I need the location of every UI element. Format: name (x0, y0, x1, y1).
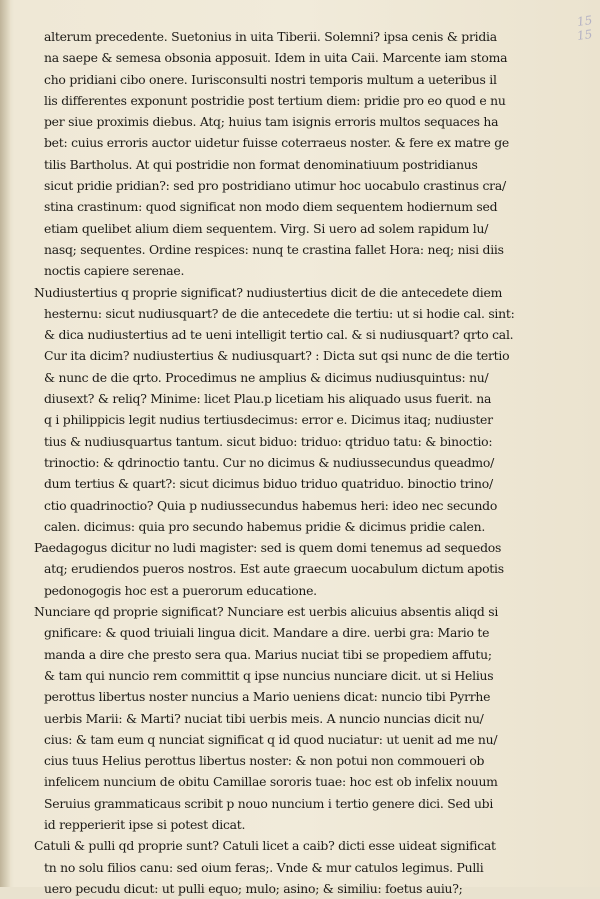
text-line: stina crastinum: quod significat non modo diem sequentem hodiernum sed (44, 199, 498, 215)
text-line: ctio quadrinoctio? Quia p nudiussecundus habemus heri: ideo nec secundo (44, 497, 498, 513)
text-line: atq; erudiendos pueros nostros. Est aute graecum uocabulum dictum apotis (44, 561, 504, 577)
text-line: perottus libertus noster nuncius a Mario ueniens dicat: nuncio tibi Pyrrhe (44, 689, 491, 705)
text-line: q i philippicis legit nudius tertiusdecimus: error e. Dicimus itaq; nudiuster (44, 412, 493, 428)
text-line: infelicem nuncium de obitu Camillae sororis tuae: hoc est ob infelix nouum (44, 774, 498, 790)
text-line: pedonogogis hoc est a puerorum educatione. (44, 582, 317, 598)
text-line: tius & nudiusquartus tantum. sicut biduo: triduo: qtriduo tatu: & binoctio: (44, 433, 493, 449)
text-line: Seruius grammaticaus scribit p nouo nuncium i tertio genere dici. Sed ubi (44, 795, 494, 811)
page-gutter (0, 0, 10, 887)
text-line: Nunciare qd proprie significat? Nunciare est uerbis alicuius absentis aliqd si (34, 604, 499, 620)
text-line: & dica nudiustertius ad te ueni intelligit tertio cal. & si nudiusquart? qrto cal. (44, 327, 514, 343)
text-line: nasq; sequentes. Ordine respices: nunq te crastina fallet Hora: neq; nisi diis (44, 241, 504, 257)
text-line: gnificare: & quod triuiali lingua dicit. Mandare a dire. uerbi gra: Mario te (44, 625, 490, 641)
text-line: id repperierit ipse si potest dicat. (44, 816, 246, 832)
text-line: noctis capiere serenae. (44, 263, 185, 279)
text-line: hesternu: sicut nudiusquart? de die antecedete die tertiu: ut si hodie cal. sint: (44, 305, 515, 321)
text-line: & tam qui nuncio rem committit q ipse nuncius nunciare dicit. ut si Helius (44, 667, 494, 683)
text-line: Catuli & pulli qd proprie sunt? Catuli licet a caib? dicti esse uideat significat (34, 838, 496, 854)
text-line: per siue proximis diebus. Atq; huius tam isignis erroris multos sequaces ha (44, 114, 499, 130)
text-line: cho pridiani cibo onere. Iurisconsulti nostri temporis multum a ueteribus il (44, 71, 497, 87)
text-line: trinoctio: & qdrinoctio tantu. Cur no dicimus & nudiussecundus queadmo/ (44, 454, 495, 470)
text-line: tn no solu filios canu: sed oium feras;. Vnde & mur catulos legimus. Pulli (44, 859, 484, 875)
margin-note: 15 (575, 27, 593, 43)
text-line: sicut pridie pridian?: sed pro postridiano utimur hoc uocabulo crastinus cra/ (44, 178, 506, 194)
text-line: etiam quelibet alium diem sequentem. Virg. Si uero ad solem rapidum lu/ (44, 220, 489, 236)
text-line: bet: cuius erroris auctor uidetur fuisse coterraeus noster. & fere ex matre ge (44, 135, 510, 151)
margin-note: 15 (575, 13, 593, 29)
text-line: cius: & tam eum q nunciat significat q id quod nuciatur: ut uenit ad me nu/ (44, 731, 498, 747)
text-line: uerbis Marii: & Marti? nuciat tibi uerbis meis. A nuncio nuncias dicit nu/ (44, 710, 484, 726)
text-line: lis differentes exponunt postridie post tertium diem: pridie pro eo quod e nu (44, 92, 506, 108)
text-line: manda a dire che presto sera qua. Marius nuciat tibi se propediem affutu; (44, 646, 492, 662)
text-line: & nunc de die qrto. Procedimus ne amplius & dicimus nudiusquintus: nu/ (44, 369, 489, 385)
text-line: calen. dicimus: quia pro secundo habemus pridie & dicimus pridie calen. (44, 518, 486, 534)
text-line: diusext? & reliq? Minime: licet Plau.p licetiam his aliquado usus fuerit. na (44, 391, 492, 407)
text-line: Paedagogus dicitur no ludi magister: sed is quem domi tenemus ad sequedos (34, 540, 502, 556)
text-line: alterum precedente. Suetonius in uita Tiberii. Solemni? ipsa cenis & pridia (44, 29, 497, 44)
text-line: na saepe & semesa obsonia apposuit. Idem in uita Caii. Marcente iam stoma (44, 50, 508, 66)
text-line: dum tertius & quart?: sicut dicimus biduo triduo quatriduo. binoctio trino/ (44, 476, 493, 492)
text-line: uero pecudu dicut: ut pulli equo; mulo; asino; & similiu: foetus auiu?; (44, 880, 463, 896)
text-line: Cur ita dicim? nudiustertius & nudiusquart? : Dicta sut qsi nunc de die tertio (44, 348, 510, 364)
text-line: Nudiustertius q proprie significat? nudiustertius dicit de die antecedete diem (34, 284, 503, 300)
text-line: tilis Bartholus. At qui postridie non format denominatiuum postridianus (44, 156, 478, 172)
margin-annotation (577, 14, 592, 42)
text-line: cius tuus Helius perottus libertus noster: & non potui non commoueri ob (44, 753, 485, 769)
printed-text-block (34, 26, 579, 899)
